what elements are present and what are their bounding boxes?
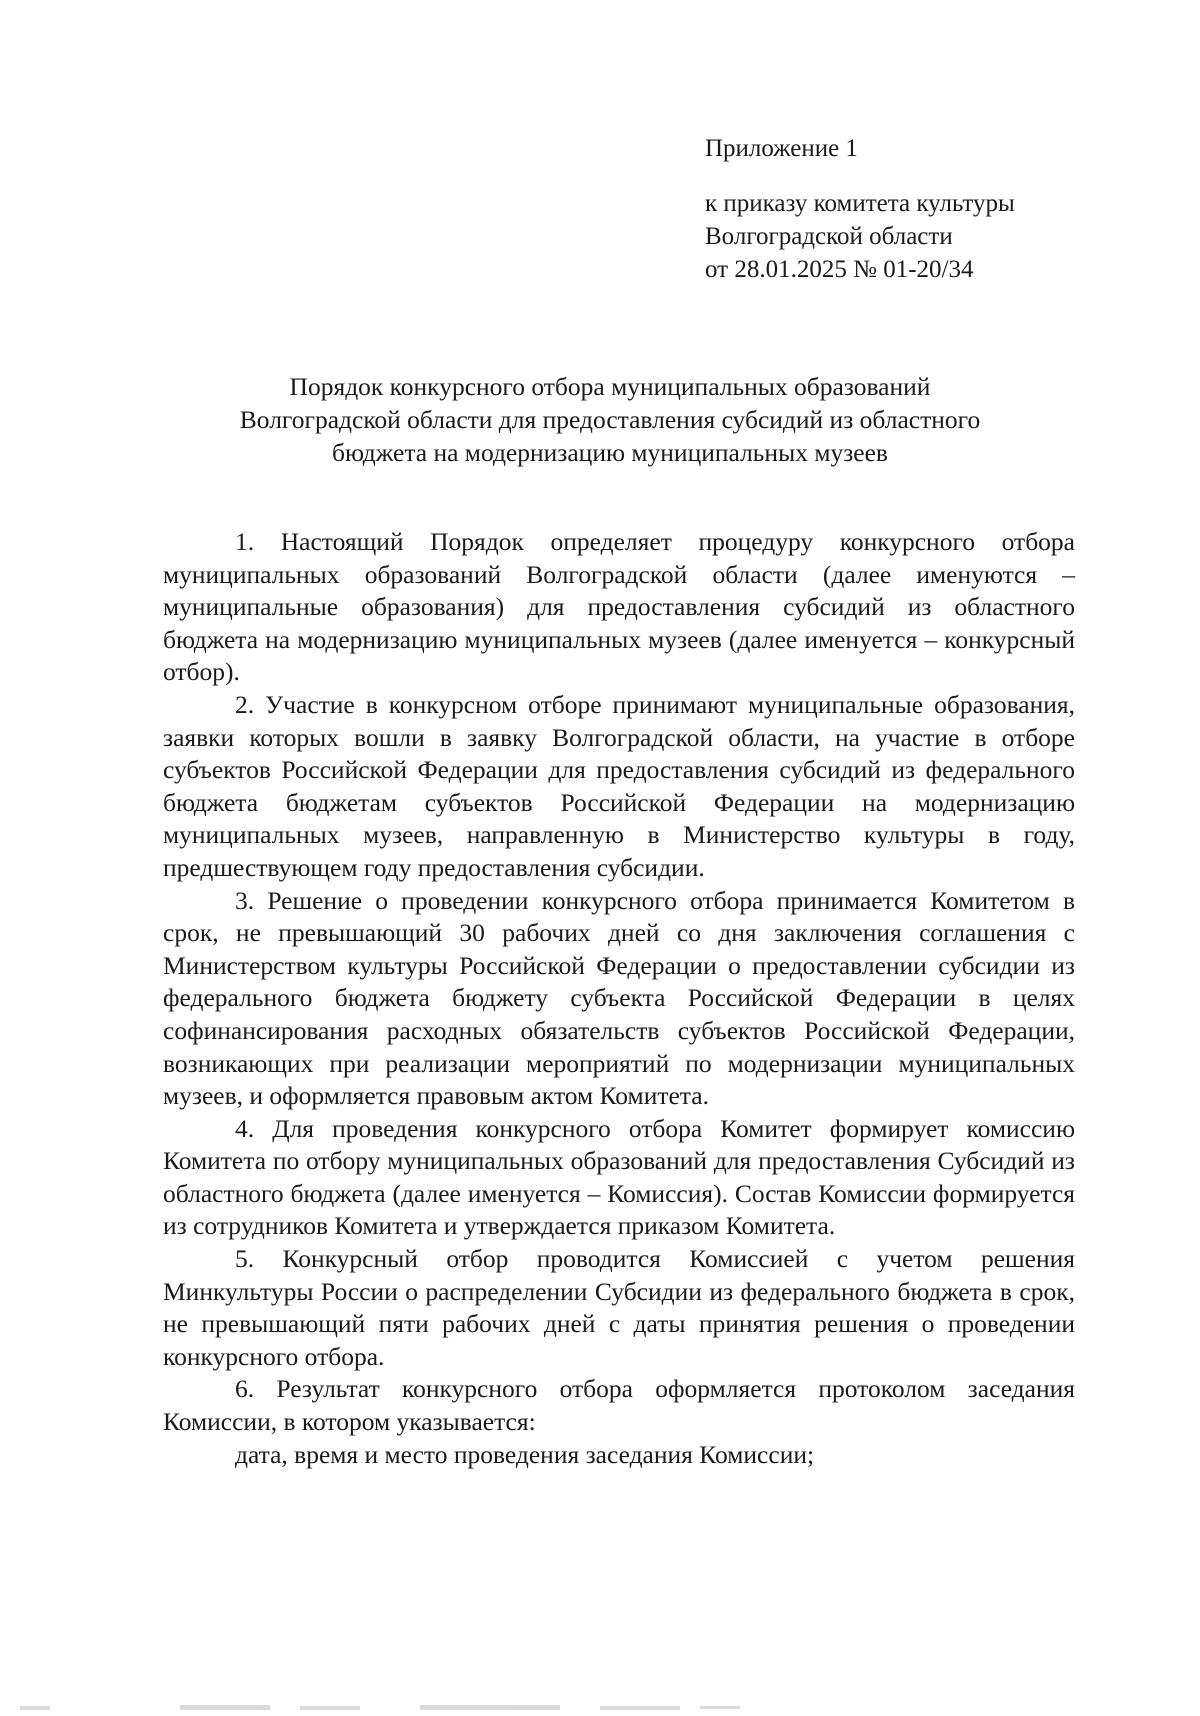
scan-artifact — [0, 1700, 1200, 1716]
paragraph-6-item: дата, время и место проведения заседания Комиссии; — [235, 1439, 815, 1469]
paragraph-2: 2. Участие в конкурсном отборе принимают муниципальные образования, заявки которых вошли в заявку Волгоградской области, на участие в отборе субъектов Российской Федерации для предоставления субсидий из федерального бюджета бюджетам субъектов Российской Федерации на модернизацию муниципальных музеев, направленную в Министерство культуры в году, предшествующем году предоставления субсидии. — [163, 689, 1075, 882]
title-line: Порядок конкурсного отбора муниципальных образований — [289, 372, 931, 401]
paragraph-5: 5. Конкурсный отбор проводится Комиссией с учетом решения Минкультуры России о распределении Субсидии из федерального бюджета в срок, не превышающий пяти рабочих дней с даты принятия решения о проведении конкурсного отбора. — [163, 1244, 1075, 1371]
appendix-order-line: к приказу комитета культуры — [705, 190, 1015, 217]
appendix-label: Приложение 1 — [705, 135, 858, 162]
title-line: Волгоградской области для предоставления субсидий из областного — [239, 405, 981, 434]
document-title — [160, 370, 1060, 469]
title-line: бюджета на модернизацию муниципальных музеев — [332, 438, 888, 467]
paragraph-4: 4. Для проведения конкурсного отбора Комитет формирует комиссию Комитета по отбору муниципальных образований для предоставления Субсидий из областного бюджета (далее именуется – Комиссия). Состав Комиссии формируется из сотрудников Комитета и утверждается приказом Комитета. — [163, 1113, 1075, 1241]
appendix-date-number-line: от 28.01.2025 № 01-20/34 — [705, 256, 974, 283]
paragraph-1: 1. Настоящий Порядок определяет процедуру конкурсного отбора муниципальных образований Волгоградской области (далее именуются – муниципальные образования) для предоставления субсидий из областного бюджета на модернизацию муниципальных музеев (далее именуется – конкурсный отбор). — [163, 527, 1075, 687]
appendix-region-line: Волгоградской области — [705, 223, 953, 250]
document-body — [163, 526, 1075, 1471]
paragraph-6: 6. Результат конкурсного отбора оформляется протоколом заседания Комиссии, в котором указывается: — [163, 1374, 1075, 1437]
paragraph-3: 3. Решение о проведении конкурсного отбора принимается Комитетом в срок, не превышающий 30 рабочих дней со дня заключения соглашения с Министерством культуры Российской Федерации о предоставлении субсидии из федерального бюджета бюджету субъекта Российской Федерации в целях софинансирования расходных обязательств субъектов Российской Федерации, возникающих при реализации мероприятий по модернизации муниципальных музеев, и оформляется правовым актом Комитета. — [163, 885, 1075, 1111]
appendix-header — [705, 132, 1015, 286]
